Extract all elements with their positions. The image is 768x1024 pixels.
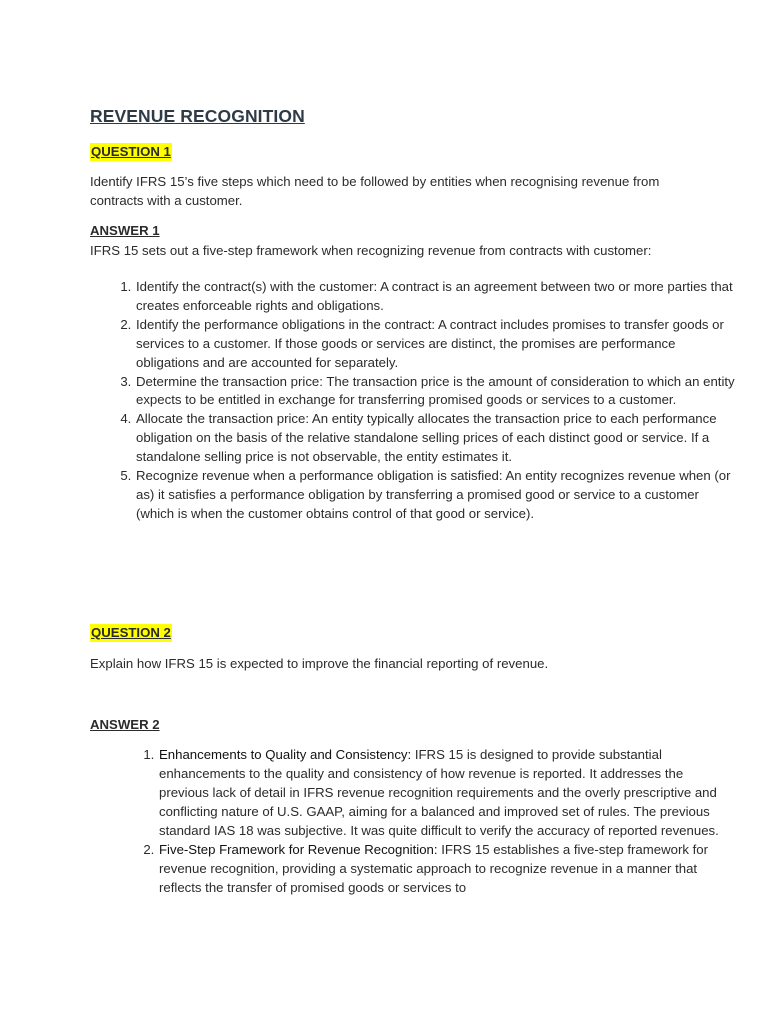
list-item-term: Five-Step Framework for Revenue Recognition: bbox=[159, 842, 438, 857]
list-item: 1. Identify the contract(s) with the customer: A contract is an agreement between two or more parties that creates enforceable rights and obligations. bbox=[135, 278, 735, 316]
list-item bbox=[158, 745, 723, 840]
question-1-heading: QUESTION 1 bbox=[91, 144, 171, 159]
question-1-text: Identify IFRS 15’s five steps which need to be followed by entities when recognising revenue from contracts with a customer. bbox=[90, 174, 660, 209]
answer-1-step-list bbox=[90, 278, 735, 524]
list-item: 2. Identify the performance obligations in the contract: A contract includes promises to transfer goods or services to a customer. If those goods or services are distinct, the promises are performance obligations and are accounted for separately. bbox=[135, 316, 735, 373]
list-item-text: IFRS 15 is designed to provide substantial enhancements to the quality and consistency of how revenue is reported. It addresses the previous lack of detail in IFRS revenue recognition requirements and the overly prescriptive and conflicting nature of U.S. GAAP, aiming for a balanced and improved set of rules. The previous standard IAS 18 was subjective. It was quite difficult to verify the accuracy of reported revenues. bbox=[159, 747, 719, 838]
list-item-text: IFRS 15 establishes a five-step framework for revenue recognition, providing a systematic approach to recognize revenue in a manner that reflects the transfer of promised goods or services to bbox=[159, 842, 708, 895]
answer-1-heading: ANSWER 1 bbox=[90, 223, 160, 238]
list-item-term: Enhancements to Quality and Consistency: bbox=[159, 747, 412, 762]
answer-2-heading: ANSWER 2 bbox=[90, 717, 160, 732]
list-item: 4. Allocate the transaction price: An entity typically allocates the transaction price to each performance obligation on the basis of the relative standalone selling prices of each distinct good or service. If a standalone selling price is not observable, the entity estimates it. bbox=[135, 410, 735, 467]
list-item bbox=[158, 840, 723, 897]
document-title: REVENUE RECOGNITION bbox=[90, 106, 305, 126]
list-item: 5. Recognize revenue when a performance obligation is satisfied: An entity recognizes revenue when (or as) it satisfies a performance obligation by transferring a promised good or service to a customer (which is when the customer obtains control of that good or service). bbox=[135, 467, 735, 524]
list-item: 3. Determine the transaction price: The transaction price is the amount of consideration to which an entity expects to be entitled in exchange for transferring promised goods or services to a customer. bbox=[135, 373, 735, 411]
answer-2-point-list bbox=[113, 745, 723, 897]
question-2-text: Explain how IFRS 15 is expected to improve the financial reporting of revenue. bbox=[90, 656, 549, 671]
answer-1-intro: IFRS 15 sets out a five-step framework when recognizing revenue from contracts with customer: bbox=[90, 243, 652, 258]
question-2-heading: QUESTION 2 bbox=[91, 625, 171, 640]
